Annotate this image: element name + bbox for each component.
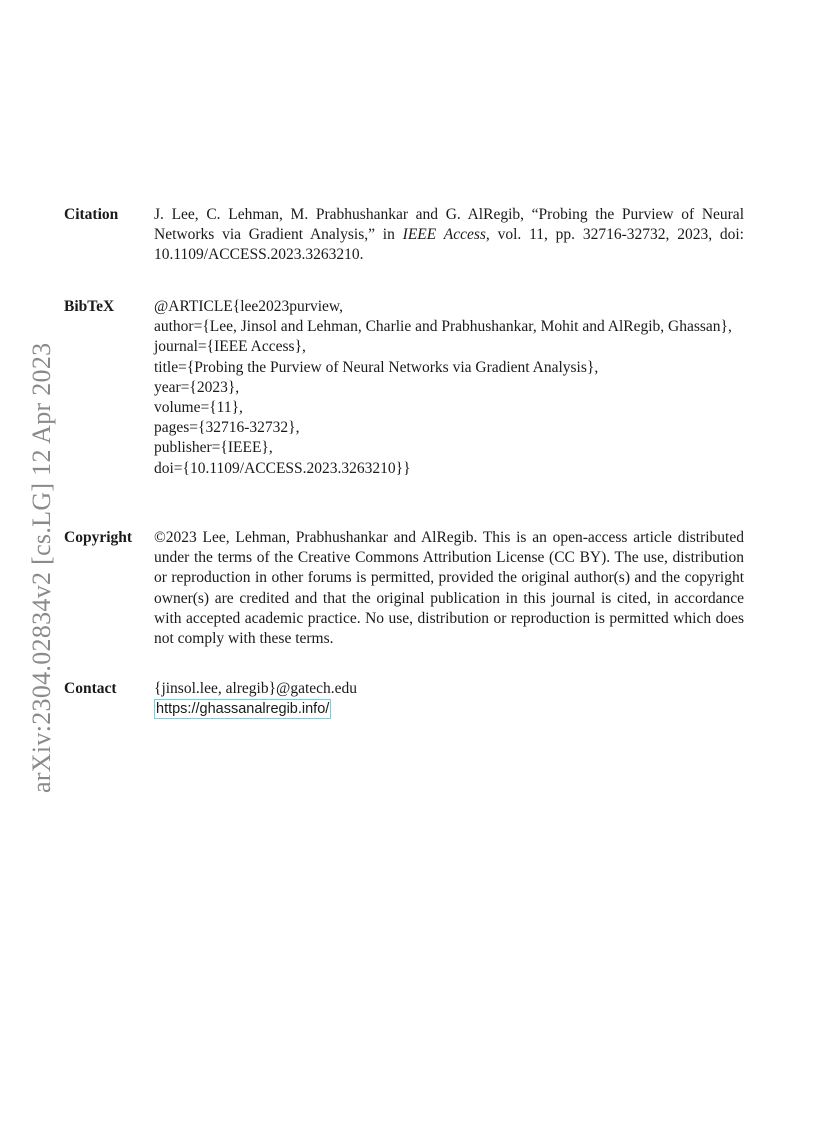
bibtex-line: year={2023}, [154, 378, 240, 396]
arxiv-identifier: arXiv:2304.02834v2 [cs.LG] 12 Apr 2023 [27, 342, 56, 793]
contact-email: {jinsol.lee, alregib}@gatech.edu [154, 680, 358, 697]
bibtex-entry [154, 297, 744, 479]
citation-journal: IEEE Access [402, 226, 486, 244]
bibtex-line: publisher={IEEE}, [154, 439, 273, 457]
bibtex-line: pages={32716-32732}, [154, 419, 300, 437]
website-link[interactable]: https://ghassanalregib.info/ [156, 701, 330, 718]
citation-text-before: J. Lee, C. Lehman, M. Prabhushankar and G. AlRegib, “Probing the Purview of Neural Networks via Gradient Analysis,” in [154, 206, 744, 244]
contact-details [154, 679, 744, 719]
copyright-label: Copyright [64, 529, 133, 546]
bibtex-line: author={Lee, Jinsol and Lehman, Charlie and Prabhushankar, Mohit and AlRegib, Ghassan}, [154, 318, 732, 336]
bibtex-line: volume={11}, [154, 399, 243, 417]
copyright-text: ©2023 Lee, Lehman, Prabhushankar and AlRegib. This is an open-access article distributed under the terms of the Creative Commons Attribution License (CC BY). The use, distribution or reproduction in other forums is permitted, provided the original author(s) and the copyright owner(s) are credited and that the original publication in this journal is cited, in accordance with accepted academic practice. No use, distribution or reproduction is permitted which does not comply with these terms. [154, 529, 744, 648]
bibtex-line: journal={IEEE Access}, [154, 338, 306, 356]
bibtex-line: title={Probing the Purview of Neural Networks via Gradient Analysis}, [154, 358, 599, 376]
bibtex-label: BibTeX [64, 298, 115, 315]
contact-label: Contact [64, 680, 117, 697]
citation-text [154, 205, 744, 266]
citation-text-after: , vol. 11, pp. 32716-32732, 2023, doi: 10.1109/ACCESS.2023.3263210. [154, 226, 744, 264]
bibtex-line: doi={10.1109/ACCESS.2023.3263210}} [154, 459, 411, 477]
bibtex-line: @ARTICLE{lee2023purview, [154, 298, 343, 315]
citation-label: Citation [64, 206, 119, 223]
